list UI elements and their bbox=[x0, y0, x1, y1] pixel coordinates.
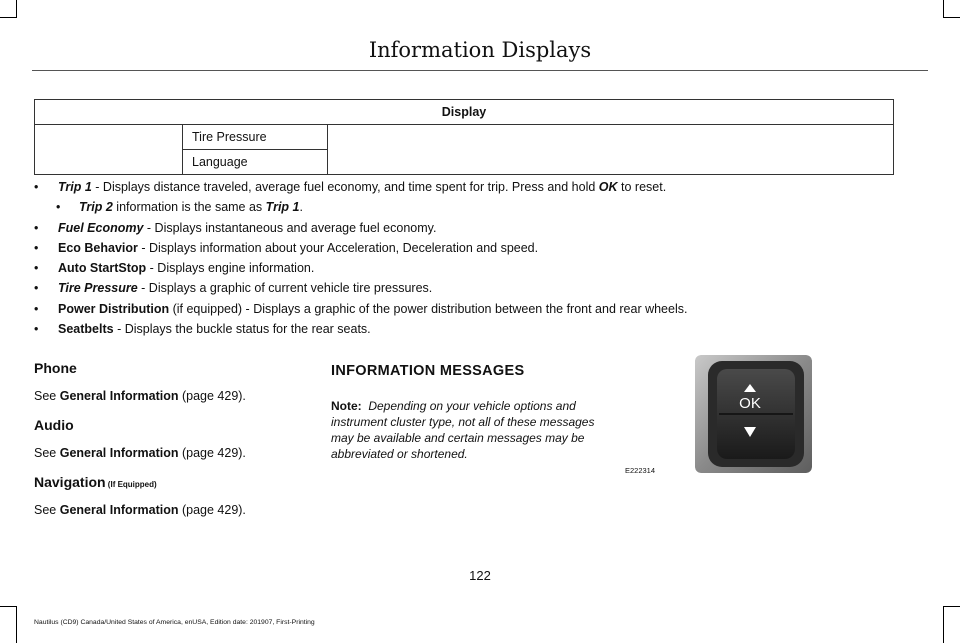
bullet-term: Auto StartStop bbox=[58, 261, 147, 276]
crop-mark bbox=[943, 606, 944, 643]
list-item bbox=[34, 261, 914, 281]
table-cell: Tire Pressure bbox=[183, 125, 328, 150]
list-item bbox=[34, 241, 914, 261]
bullet-text: - Displays information about your Acceleration, Deceleration and speed. bbox=[137, 240, 539, 255]
bullet-term: Tire Pressure bbox=[58, 281, 138, 296]
section-heading-audio: Audio bbox=[34, 417, 74, 433]
bullet-text: - Displays engine information. bbox=[146, 261, 315, 276]
crop-mark bbox=[943, 17, 960, 18]
crop-mark bbox=[943, 0, 944, 18]
see-text: See bbox=[34, 389, 60, 403]
bullet-text: - Displays a graphic of current vehicle tire pressures. bbox=[137, 281, 433, 296]
bullet-text: information is the same as bbox=[112, 200, 266, 215]
bullet-text: - Displays instantaneous and average fuel economy. bbox=[143, 220, 437, 235]
bullet-text: (if equipped) - Displays a graphic of the power distribution between the front and rear wheels. bbox=[169, 301, 688, 316]
bullet-term: Power Distribution bbox=[58, 301, 170, 316]
cross-reference-audio bbox=[34, 446, 294, 462]
table-cell: Language bbox=[183, 150, 328, 175]
page-number: 122 bbox=[469, 568, 491, 583]
section-heading-phone: Phone bbox=[34, 360, 77, 376]
crop-mark bbox=[0, 606, 17, 607]
bullet-term: Seatbelts bbox=[58, 322, 114, 337]
link-general-information[interactable]: General Information bbox=[59, 389, 179, 403]
heading-text: Navigation bbox=[34, 474, 106, 490]
bullet-term: Trip 1 bbox=[265, 200, 300, 215]
table-cell-empty bbox=[35, 125, 183, 175]
bullet-term: Trip 2 bbox=[79, 200, 113, 215]
list-item bbox=[34, 302, 914, 322]
list-item bbox=[34, 180, 914, 200]
cross-reference-phone bbox=[34, 389, 294, 405]
information-messages-section bbox=[331, 363, 606, 462]
bullet-term: Fuel Economy bbox=[58, 220, 144, 235]
ok-switch-illustration bbox=[695, 355, 812, 473]
page-title: Information Displays bbox=[368, 38, 592, 62]
steering-wheel-ok-switch-icon bbox=[695, 355, 812, 473]
crop-mark bbox=[943, 606, 960, 607]
note bbox=[331, 398, 606, 462]
list-item bbox=[34, 221, 914, 241]
footer-edition-info: Nautilus (CD9) Canada/United States of America, enUSA, Edition date: 201907, First-Printing bbox=[34, 619, 315, 626]
bullet-text: to reset. bbox=[617, 180, 667, 194]
link-general-information[interactable]: General Information bbox=[59, 446, 179, 460]
bullet-text: - Displays distance traveled, average fuel economy, and time spent for trip. Press and hold bbox=[91, 180, 599, 194]
crop-mark bbox=[16, 606, 17, 643]
page-reference: (page 429). bbox=[178, 446, 246, 460]
ok-label: OK bbox=[739, 395, 761, 412]
bullet-text: . bbox=[299, 200, 303, 215]
cross-reference-navigation bbox=[34, 503, 294, 519]
header-rule bbox=[32, 70, 928, 71]
see-text: See bbox=[34, 446, 60, 460]
heading-qualifier: (If Equipped) bbox=[105, 480, 157, 489]
table-row bbox=[35, 125, 894, 150]
list-item bbox=[34, 281, 914, 301]
display-bullet-list bbox=[34, 180, 914, 342]
note-text: Depending on your vehicle options and instrument cluster type, not all of these messages may be available and certain messages may be abbreviated or shortened. bbox=[331, 399, 595, 461]
bullet-term: Eco Behavior bbox=[58, 240, 138, 255]
cross-reference-column bbox=[34, 360, 294, 519]
table-cell-empty bbox=[328, 125, 894, 175]
figure-code: E222314 bbox=[625, 466, 656, 475]
bullet-text: - Displays the buckle status for the rear seats. bbox=[113, 322, 371, 337]
section-title: INFORMATION MESSAGES bbox=[331, 363, 525, 379]
note-label: Note: bbox=[331, 399, 362, 413]
list-item bbox=[34, 200, 914, 220]
section-heading-navigation bbox=[34, 474, 294, 492]
display-table bbox=[34, 99, 894, 175]
bullet-term: Trip 1 bbox=[58, 180, 92, 194]
bullet-term: OK bbox=[598, 180, 618, 194]
page-reference: (page 429). bbox=[178, 389, 246, 403]
page-reference: (page 429). bbox=[178, 503, 246, 517]
table-heading: Display bbox=[35, 100, 894, 125]
list-item bbox=[34, 322, 914, 342]
link-general-information[interactable]: General Information bbox=[59, 503, 179, 517]
crop-mark bbox=[0, 17, 17, 18]
crop-mark bbox=[16, 0, 17, 18]
see-text: See bbox=[34, 503, 60, 517]
